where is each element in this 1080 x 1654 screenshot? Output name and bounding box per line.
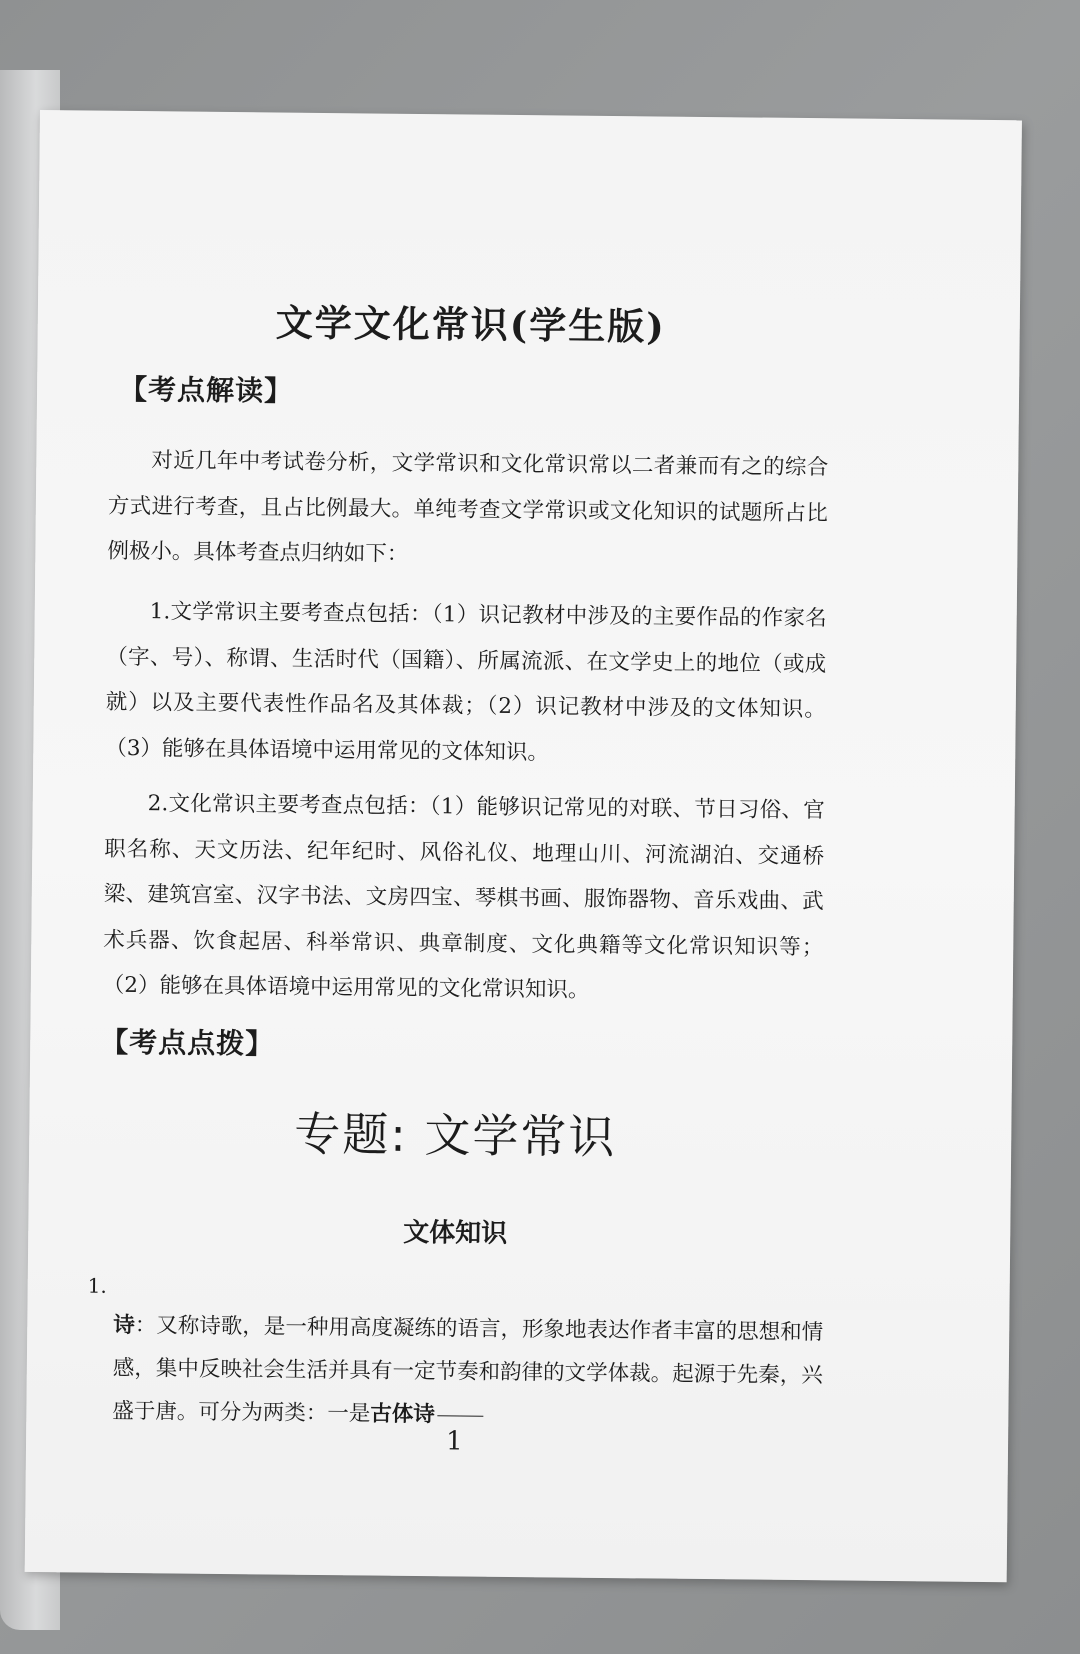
subtopic-title: 文体知识	[403, 1217, 508, 1249]
paragraph-intro: 对近几年中考试卷分析，文学常识和文化常识常以二者兼而有之的综合方式进行考查，且占比例最大。单纯考查文学常识或文化知识的试题所占比例极小。具体考查点归纳如下：	[107, 448, 829, 567]
poem-text: ：又称诗歌，是一种用高度凝练的语言，形象地表达作者丰富的思想和情感，集中反映社会生活并具有一定节奏和韵律的文学体裁。起源于先秦，兴盛于唐。可分为两类：一是	[112, 1313, 824, 1427]
document-page	[25, 110, 1022, 1582]
paragraph-poetry-definition	[112, 1304, 823, 1440]
section-heading-exam-analysis: 【考点解读】	[118, 372, 294, 408]
paragraph-literary-knowledge: 1.文学常识主要考查点包括：（1）识记教材中涉及的主要作品的作家名（字、号）、称谓、生活时代（国籍）、所属流派、在文学史上的地位（或成就）以及主要代表性作品名及其体裁；（2）识记教材中涉及的文体知识。（3）能够在具体语境中运用常见的文体知识。	[105, 599, 827, 765]
document-title: 文学文化常识(学生版)	[275, 300, 667, 349]
item-number: 1.	[87, 1273, 107, 1298]
dash-line	[437, 1415, 483, 1416]
section-heading-exam-tips: 【考点点拨】	[100, 1025, 275, 1061]
poem-term: 诗	[113, 1312, 135, 1339]
poem-highlight: 古体诗	[370, 1401, 436, 1428]
page-number: 1	[445, 1426, 463, 1457]
topic-title: 专题: 文学常识	[294, 1106, 617, 1165]
paragraph-cultural-knowledge: 2.文化常识主要考查点包括：（1）能够识记常见的对联、节日习俗、官职名称、天文历法、纪年纪时、风俗礼仪、地理山川、河流湖泊、交通桥梁、建筑宫室、汉字书法、文房四宝、琴棋书画、服饰器物、音乐戏曲、武术兵器、饮食起居、科举常识、典章制度、文化典籍等文化常识知识等；（2）能够在具体语境中运用常见的文化常识知识。	[102, 791, 825, 1003]
